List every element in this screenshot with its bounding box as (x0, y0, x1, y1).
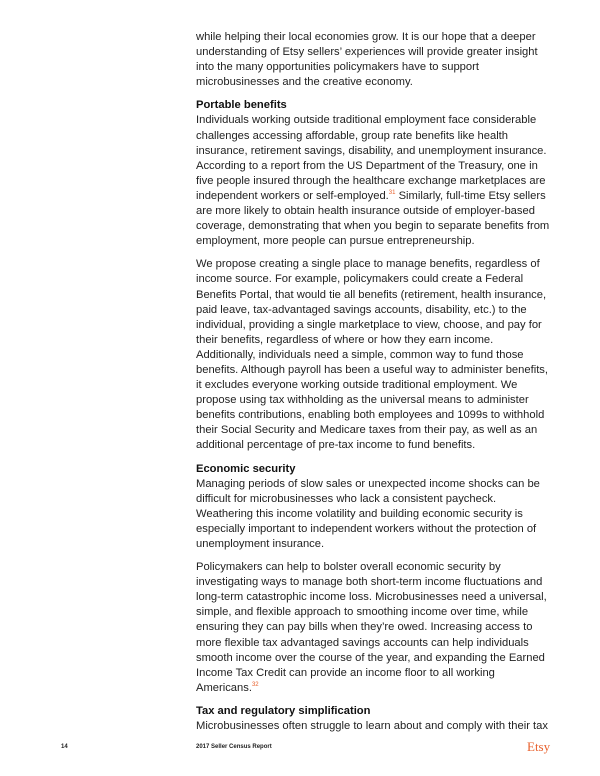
report-title: 2017 Seller Census Report (196, 744, 272, 750)
paragraph-text: Similarly, full-time Etsy sellers are more likely to obtain health insurance outside of employer-based coverage, demonstrating that when you begin to separate benefits from employment, more people can pursue entrepreneurship. (196, 189, 550, 248)
paragraph: Managing periods of slow sales or unexpected income shocks can be difficult for microbusinesses who lack a consistent paycheck. Weathering this income volatility and building economic security is especially important to independent workers without the protection of unemployment insurance. (196, 477, 540, 550)
paragraph: We propose creating a single place to manage benefits, regardless of income source. For example, policymakers could create a Federal Benefits Portal, that would tie all benefits (retirement, health insurance, paid leave, tax-advantaged savings accounts, disability, etc.) to the individual, providing a single marketplace to view, choose, and pay for their benefits, regardless of where or how they earn income. Additionally, individuals need a simple, common way to fund those benefits. Although payroll has been a useful way to administer benefits, it excludes everyone working outside traditional employment. We propose using tax withholding as the universal means to administer benefits contributions, enabling both employees and 1099s to withhold their Social Security and Medicare taxes from their pay, as well as an additional percentage of pre-tax income to fund benefits. (196, 258, 549, 452)
paragraph-text: Individuals working outside traditional employment face considerable challenges accessing affordable, group rate benefits like health insurance, retirement savings, disability, and unemployment insurance. According to a report from the US Department of the Treasury, one in five people insured through the healthcare exchange marketplaces are independent workers or self-employed. (196, 114, 547, 202)
page-number: 14 (61, 744, 68, 750)
section-heading: Tax and regulatory simplification (196, 704, 371, 717)
paragraph (196, 113, 552, 249)
paragraph: while helping their local economies grow. It is our hope that a deeper understanding of Etsy sellers’ experiences will provide greater insight into the many opportunities policymakers have to support microbusinesses and the creative economy. (196, 31, 538, 89)
section-heading: Economic security (196, 462, 296, 475)
paragraph (196, 560, 552, 696)
etsy-logo: Etsy (527, 739, 551, 754)
paragraph: Microbusinesses often struggle to learn about and comply with their tax (196, 720, 548, 733)
footnote-ref[interactable]: 32 (251, 681, 259, 688)
footnote-ref[interactable]: 31 (388, 189, 396, 196)
body-text (196, 30, 552, 734)
paragraph-text: Policymakers can help to bolster overall economic security by investigating ways to manage both short-term income fluctuations and long-term catastrophic income loss. Microbusinesses need a universal, simple, and flexible approach to smoothing income over time, while ensuring they can pay bills when they’re owed. Increasing access to more flexible tax advantaged savings accounts can help individuals smooth income over the course of the year, and expanding the Earned Income Tax Credit can provide an income floor to all working Americans. (196, 561, 547, 694)
section-heading: Portable benefits (196, 99, 287, 112)
